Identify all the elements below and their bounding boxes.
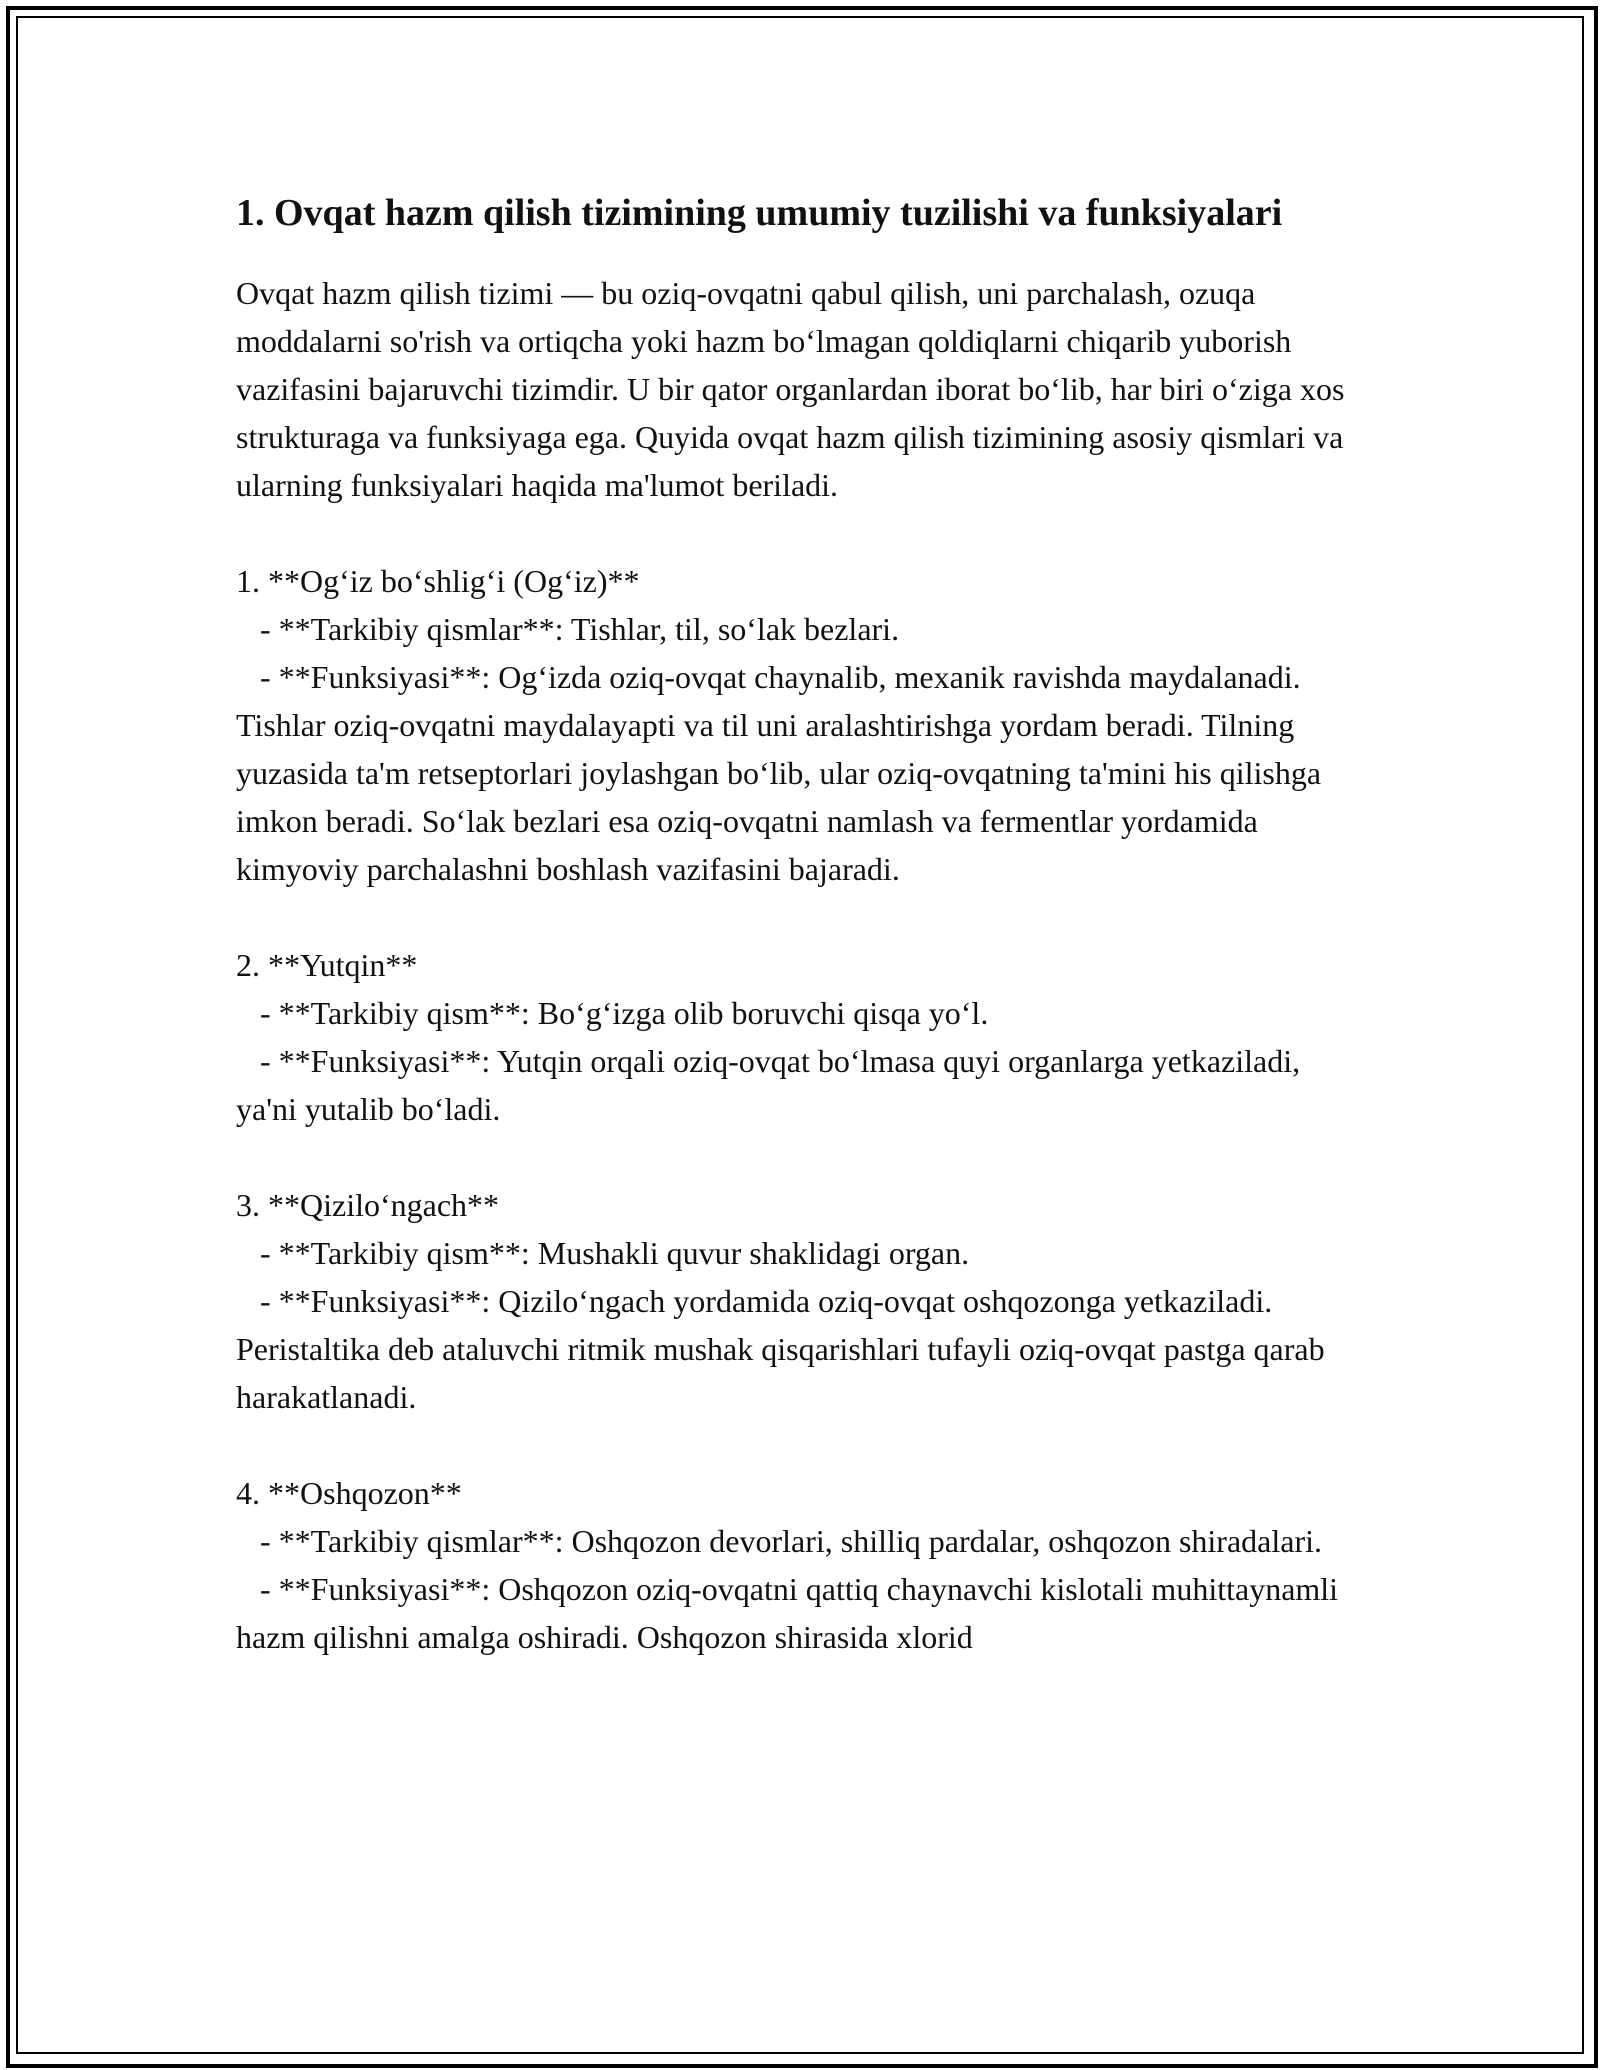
section-heading: 3. **Qiziloʻngach** <box>236 1187 500 1223</box>
section-pharynx <box>236 941 1366 1133</box>
section-function: - **Funksiyasi**: Qiziloʻngach yordamida oziq-ovqat oshqozonga yetkaziladi. Peristaltika deb ataluvchi ritmik mushak qisqarishlari tufayli oziq-ovqat pastga qarab harakatlanadi. <box>236 1283 1333 1415</box>
spacer <box>236 893 1366 941</box>
section-parts: - **Tarkibiy qismlar**: Oshqozon devorlari, shilliq pardalar, oshqozon shiradalari. <box>236 1523 1322 1559</box>
section-parts: - **Tarkibiy qism**: Boʻgʻizga olib boruvchi qisqa yoʻl. <box>236 995 989 1031</box>
spacer <box>236 1421 1366 1469</box>
section-function: - **Funksiyasi**: Yutqin orqali oziq-ovqat boʻlmasa quyi organlarga yetkaziladi, ya'ni yutalib boʻladi. <box>236 1043 1309 1127</box>
section-heading: 1. **Ogʻiz boʻshligʻi (Ogʻiz)** <box>236 563 640 599</box>
document-body <box>236 186 1366 1661</box>
section-parts: - **Tarkibiy qismlar**: Tishlar, til, soʻlak bezlari. <box>236 611 900 647</box>
spacer <box>236 509 1366 557</box>
section-parts: - **Tarkibiy qism**: Mushakli quvur shaklidagi organ. <box>236 1235 970 1271</box>
section-function: - **Funksiyasi**: Ogʻizda oziq-ovqat chaynalib, mexanik ravishda maydalanadi. Tishlar oziq-ovqatni maydalayapti va til uni aralashtirishga yordam beradi. Tilning yuzasida ta'm retseptorlari joylashgan boʻlib, ular oziq-ovqatning ta'mini his qilishga imkon beradi. Soʻlak bezlari esa oziq-ovqatni namlash va fermentlar yordamida kimyoviy parchalashni boshlash vazifasini bajaradi. <box>236 659 1330 887</box>
section-heading: 4. **Oshqozon** <box>236 1475 462 1511</box>
intro-paragraph: Ovqat hazm qilish tizimi — bu oziq-ovqatni qabul qilish, uni parchalash, ozuqa moddalarni so'rish va ortiqcha yoki hazm boʻlmagan qoldiqlarni chiqarib yuborish vazifasini bajaruvchi tizimdir. U bir qator organlardan iborat boʻlib, har biri oʻziga xos strukturaga va funksiyaga ega. Quyida ovqat hazm qilish tizimining asosiy qismlari va ularning funksiyalari haqida ma'lumot beriladi. <box>236 275 1353 503</box>
document-title: 1. Ovqat hazm qilish tizimining umumiy tuzilishi va funksiyalari <box>236 192 1283 234</box>
spacer <box>236 1133 1366 1181</box>
section-oral-cavity <box>236 557 1366 893</box>
section-function: - **Funksiyasi**: Oshqozon oziq-ovqatni qattiq chaynavchi kislotali muhittaynamli hazm qilishni amalga oshiradi. Oshqozon shirasida xlorid <box>236 1571 1347 1655</box>
section-heading: 2. **Yutqin** <box>236 947 418 983</box>
section-esophagus <box>236 1181 1366 1421</box>
section-stomach <box>236 1469 1366 1661</box>
